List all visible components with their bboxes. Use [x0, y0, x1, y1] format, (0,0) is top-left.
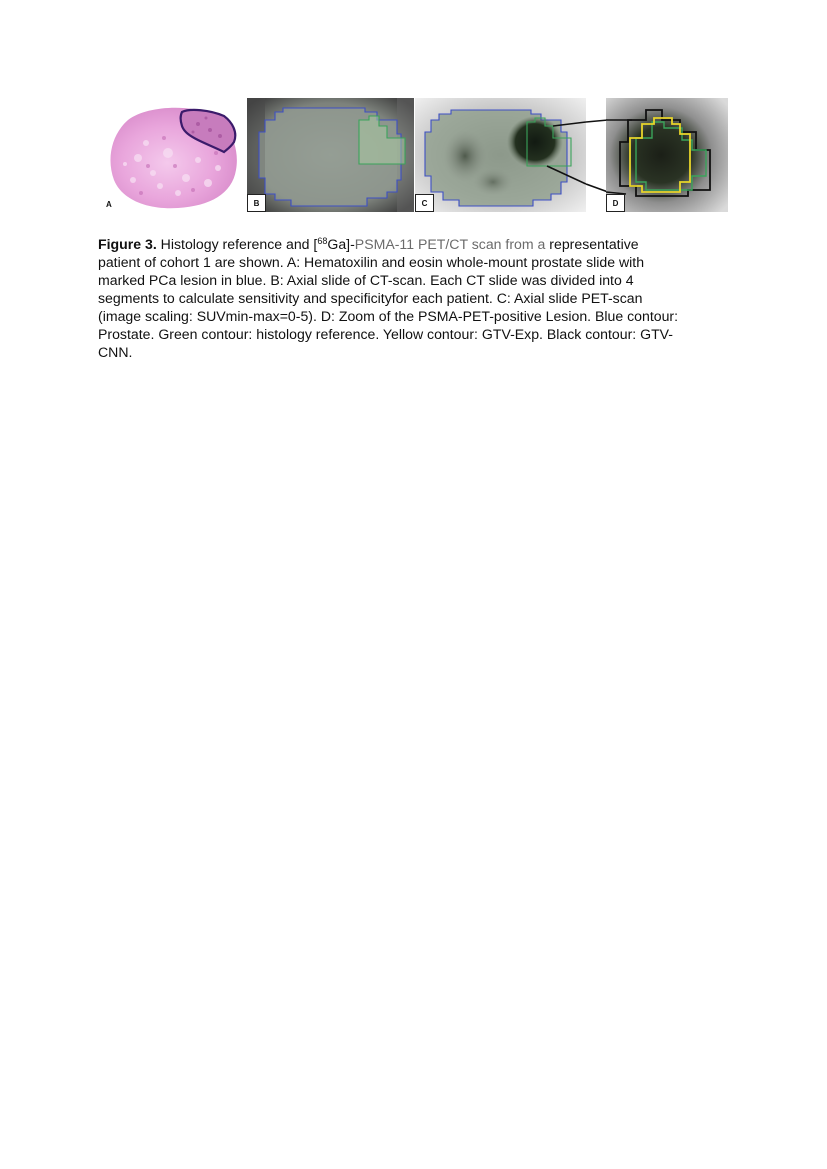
ct-scan-image [247, 98, 414, 212]
panel-c-pet-axial-slide [415, 98, 586, 212]
panel-d-label: D [606, 194, 625, 212]
caption-line-4: segments to calculate sensitivity and specificityfor each patient. C: Axial slide PET-scan [98, 290, 643, 306]
caption-line-7: CNN. [98, 344, 133, 360]
panel-b-ct-axial-slide [247, 98, 414, 212]
caption-text: Histology reference and [ [156, 236, 318, 252]
panel-c-label: C [415, 194, 434, 212]
panel-a-histology-slide [98, 98, 246, 212]
caption-line-3: marked PCa lesion in blue. B: Axial slide of CT-scan. Each CT slide was divided into 4 [98, 272, 634, 288]
caption-isotope-superscript: 68 [317, 236, 328, 246]
caption-text: Ga]- [327, 236, 355, 252]
pet-scan-image [415, 98, 586, 212]
figure-caption [98, 235, 732, 361]
caption-line-1 [98, 235, 732, 253]
caption-line-6: Prostate. Green contour: histology reference. Yellow contour: GTV-Exp. Black contour: GTV- [98, 326, 673, 342]
caption-grey-text: PSMA-11 PET/CT scan from a [354, 236, 546, 252]
zoom-connector-gap [586, 98, 608, 212]
figure-3-panels [98, 98, 728, 212]
panel-a-label: A [106, 200, 112, 209]
caption-line-2: patient of cohort 1 are shown. A: Hematoxilin and eosin whole-mount prostate slide with [98, 254, 645, 270]
panel-d-lesion-zoom [606, 98, 728, 212]
caption-line-5: (image scaling: SUVmin-max=0-5). D: Zoom of the PSMA-PET-positive Lesion. Blue contour: [98, 308, 679, 324]
caption-text: representative [545, 236, 639, 252]
he-slide-image [98, 98, 246, 212]
panel-b-label: B [247, 194, 266, 212]
caption-figure-label: Figure 3. [98, 236, 157, 252]
